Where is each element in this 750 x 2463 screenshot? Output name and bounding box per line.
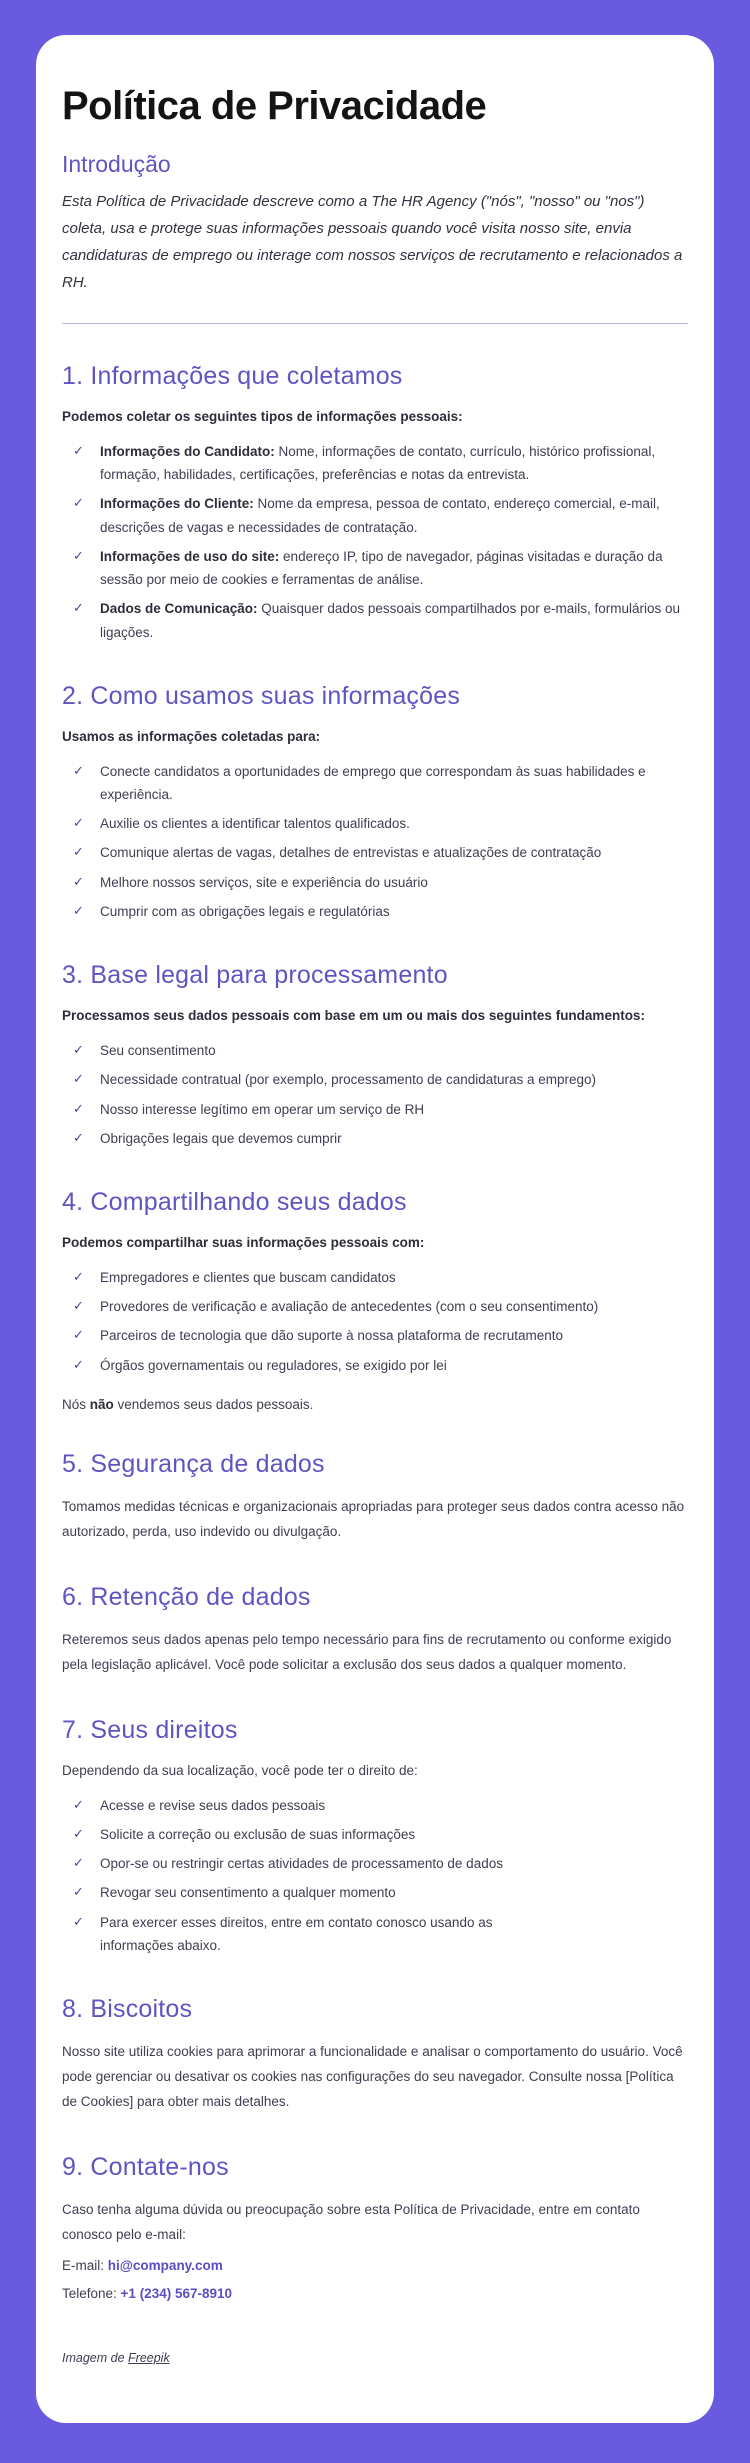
- list-item: [62, 1794, 688, 1817]
- image-credit: [62, 2351, 688, 2365]
- divider: [62, 323, 688, 324]
- check-icon: ✓: [73, 1327, 84, 1343]
- check-icon: ✓: [73, 1042, 84, 1058]
- section-8-heading: 8. Biscoitos: [62, 1995, 193, 2023]
- list-item-label: Informações do Cliente:: [100, 496, 254, 512]
- list-item: [62, 900, 688, 923]
- section-4-heading: 4. Compartilhando seus dados: [62, 1187, 407, 1216]
- phone-line: [62, 2283, 688, 2305]
- list-item-text: Nome, informações de contato, currículo, histórico profissional, formação, habilidades, certificações, preferências e notas da entrevista.: [100, 444, 656, 483]
- check-icon: ✓: [73, 547, 84, 563]
- section-2-list: [62, 760, 688, 923]
- check-icon: ✓: [73, 873, 84, 889]
- check-icon: ✓: [73, 844, 84, 860]
- list-item-text: Obrigações legais que devemos cumprir: [100, 1130, 342, 1146]
- list-item: [62, 1127, 688, 1150]
- section-3-list: [62, 1039, 688, 1150]
- list-item: [62, 1098, 688, 1121]
- list-item-text: Opor-se ou restringir certas atividades de processamento de dados: [100, 1856, 503, 1872]
- check-icon: ✓: [73, 1071, 84, 1087]
- note-text: Nós: [62, 1396, 90, 1412]
- check-icon: ✓: [73, 1855, 84, 1871]
- list-item-text: Revogar seu consentimento a qualquer momento: [100, 1885, 396, 1901]
- section-5-heading: 5. Segurança de dados: [62, 1449, 325, 1478]
- list-item-text: Melhore nossos serviços, site e experiência do usuário: [100, 874, 428, 890]
- content-card: [36, 35, 714, 2423]
- intro-text: Esta Política de Privacidade descreve como a The HR Agency ("nós", "nosso" ou "nos") coleta, usa e protege suas informações pessoais quando você visita nosso site, envia candidaturas de emprego ou interage com nossos serviços de recrutamento e relacionados a RH.: [62, 193, 683, 291]
- list-item: [62, 492, 688, 538]
- section-4-list: [62, 1266, 688, 1377]
- list-item-text: Solicite a correção ou exclusão de suas informações: [100, 1826, 416, 1842]
- list-item: [62, 841, 688, 864]
- phone-link[interactable]: +1 (234) 567-8910: [120, 2286, 233, 2302]
- check-icon: ✓: [73, 1796, 84, 1812]
- list-item-text: Órgãos governamentais ou reguladores, se exigido por lei: [100, 1357, 447, 1373]
- list-item: [62, 871, 688, 894]
- list-item: [62, 1324, 688, 1347]
- list-item-text: Necessidade contratual (por exemplo, processamento de candidaturas a emprego): [100, 1072, 597, 1088]
- check-icon: ✓: [73, 1913, 84, 1929]
- list-item-text: Empregadores e clientes que buscam candidatos: [100, 1269, 396, 1285]
- list-item: [62, 812, 688, 835]
- list-item: [62, 1039, 688, 1062]
- list-item: [62, 1354, 688, 1377]
- check-icon: ✓: [73, 1268, 84, 1284]
- section-2-heading: 2. Como usamos suas informações: [62, 681, 461, 710]
- check-icon: ✓: [73, 443, 84, 458]
- list-item: [62, 1911, 542, 1957]
- section-6-paragraph: Reteremos seus dados apenas pelo tempo necessário para fins de recrutamento ou conforme exigido pela legislação aplicável. Você pode solicitar a exclusão dos seus dados a qualquer momento.: [62, 1631, 672, 1672]
- list-item-text: Provedores de verificação e avaliação de antecedentes (com o seu consentimento): [100, 1299, 599, 1315]
- section-3-lead: Processamos seus dados pessoais com base em um ou mais dos seguintes fundamentos:: [62, 1008, 645, 1024]
- phone-label: Telefone:: [62, 2286, 121, 2302]
- check-icon: ✓: [73, 1298, 84, 1314]
- check-icon: ✓: [73, 1825, 84, 1841]
- list-item-text: Cumprir com as obrigações legais e regulatórias: [100, 903, 390, 919]
- list-item: [62, 597, 688, 643]
- email-label: E-mail:: [62, 2257, 108, 2273]
- list-item-text: Parceiros de tecnologia que dão suporte à nossa plataforma de recrutamento: [100, 1328, 564, 1344]
- page-title: Política de Privacidade: [62, 84, 487, 128]
- list-item-label: Informações de uso do site:: [100, 548, 280, 564]
- section-1-list: [62, 440, 688, 644]
- check-icon: ✓: [73, 1129, 84, 1145]
- section-9-heading: 9. Contate-nos: [62, 2152, 229, 2181]
- list-item-text: Seu consentimento: [100, 1043, 216, 1059]
- list-item: [62, 545, 688, 591]
- list-item-text: Conecte candidatos a oportunidades de emprego que correspondam às suas habilidades e experiência.: [100, 763, 646, 802]
- list-item: [62, 760, 688, 806]
- list-item: [62, 1823, 688, 1846]
- check-icon: ✓: [73, 1884, 84, 1900]
- note-bold-text: não: [89, 1396, 114, 1412]
- section-7-heading: 7. Seus direitos: [62, 1715, 238, 1744]
- check-icon: ✓: [73, 600, 84, 616]
- email-link[interactable]: hi@company.com: [107, 2257, 223, 2273]
- list-item-label: Dados de Comunicação:: [100, 601, 258, 617]
- section-2-lead: Usamos as informações coletadas para:: [62, 728, 321, 744]
- section-5-paragraph: Tomamos medidas técnicas e organizacionais apropriadas para proteger seus dados contra acesso não autorizado, perda, uso indevido ou divulgação.: [62, 1498, 685, 1539]
- check-icon: ✓: [73, 1356, 84, 1372]
- list-item-text: Acesse e revise seus dados pessoais: [100, 1797, 326, 1813]
- list-item-label: Informações do Candidato:: [100, 444, 275, 459]
- section-3-heading: 3. Base legal para processamento: [62, 961, 448, 990]
- list-item: [62, 1881, 688, 1904]
- list-item: [62, 440, 688, 486]
- section-4-lead: Podemos compartilhar suas informações pessoais com:: [62, 1234, 425, 1250]
- section-1-heading: 1. Informações que coletamos: [62, 362, 403, 390]
- list-item: [62, 1852, 688, 1875]
- check-icon: ✓: [73, 815, 84, 831]
- note-text: vendemos seus dados pessoais.: [113, 1396, 314, 1412]
- check-icon: ✓: [73, 1100, 84, 1116]
- section-7-lead: Dependendo da sua localização, você pode ter o direito de:: [62, 1762, 418, 1778]
- no-sell-note: [62, 1397, 688, 1412]
- list-item-text: Nome da empresa, pessoa de contato, endereço comercial, e-mail, descrições de vagas e necessidades de contratação.: [100, 496, 660, 535]
- check-icon: ✓: [73, 762, 84, 778]
- email-line: [62, 2255, 688, 2277]
- list-item-text: endereço IP, tipo de navegador, páginas visitadas e duração da sessão por meio de cookies e ferramentas de análise.: [100, 548, 663, 588]
- section-7-list: [62, 1794, 688, 1957]
- freepik-link[interactable]: Freepik: [128, 2351, 170, 2366]
- check-icon: ✓: [73, 495, 84, 511]
- list-item: [62, 1295, 688, 1318]
- list-item-text: Auxilie os clientes a identificar talentos qualificados.: [100, 816, 410, 832]
- check-icon: ✓: [73, 902, 84, 918]
- section-9-paragraph: Caso tenha alguma dúvida ou preocupação sobre esta Política de Privacidade, entre em contato conosco pelo e-mail:: [62, 2201, 640, 2242]
- section-8-paragraph: Nosso site utiliza cookies para aprimorar a funcionalidade e analisar o comportamento do usuário. Você pode gerenciar ou desativar os cookies nas configurações do seu navegador. Consulte nossa [Política de Cookies] para obter mais detalhes.: [62, 2044, 683, 2109]
- list-item: [62, 1266, 688, 1289]
- intro-heading: Introdução: [62, 151, 171, 177]
- list-item-text: Quaisquer dados pessoais compartilhados por e-mails, formulários ou ligações.: [100, 601, 680, 640]
- credit-text: Imagem de: [62, 2351, 129, 2366]
- list-item-text: Nosso interesse legítimo em operar um serviço de RH: [100, 1101, 425, 1117]
- list-item-text: Para exercer esses direitos, entre em contato conosco usando as informações abaixo.: [100, 1914, 493, 1953]
- section-1-lead: Podemos coletar os seguintes tipos de informações pessoais:: [62, 409, 463, 424]
- list-item-text: Comunique alertas de vagas, detalhes de entrevistas e atualizações de contratação: [100, 845, 602, 861]
- section-6-heading: 6. Retenção de dados: [62, 1582, 311, 1611]
- list-item: [62, 1068, 688, 1091]
